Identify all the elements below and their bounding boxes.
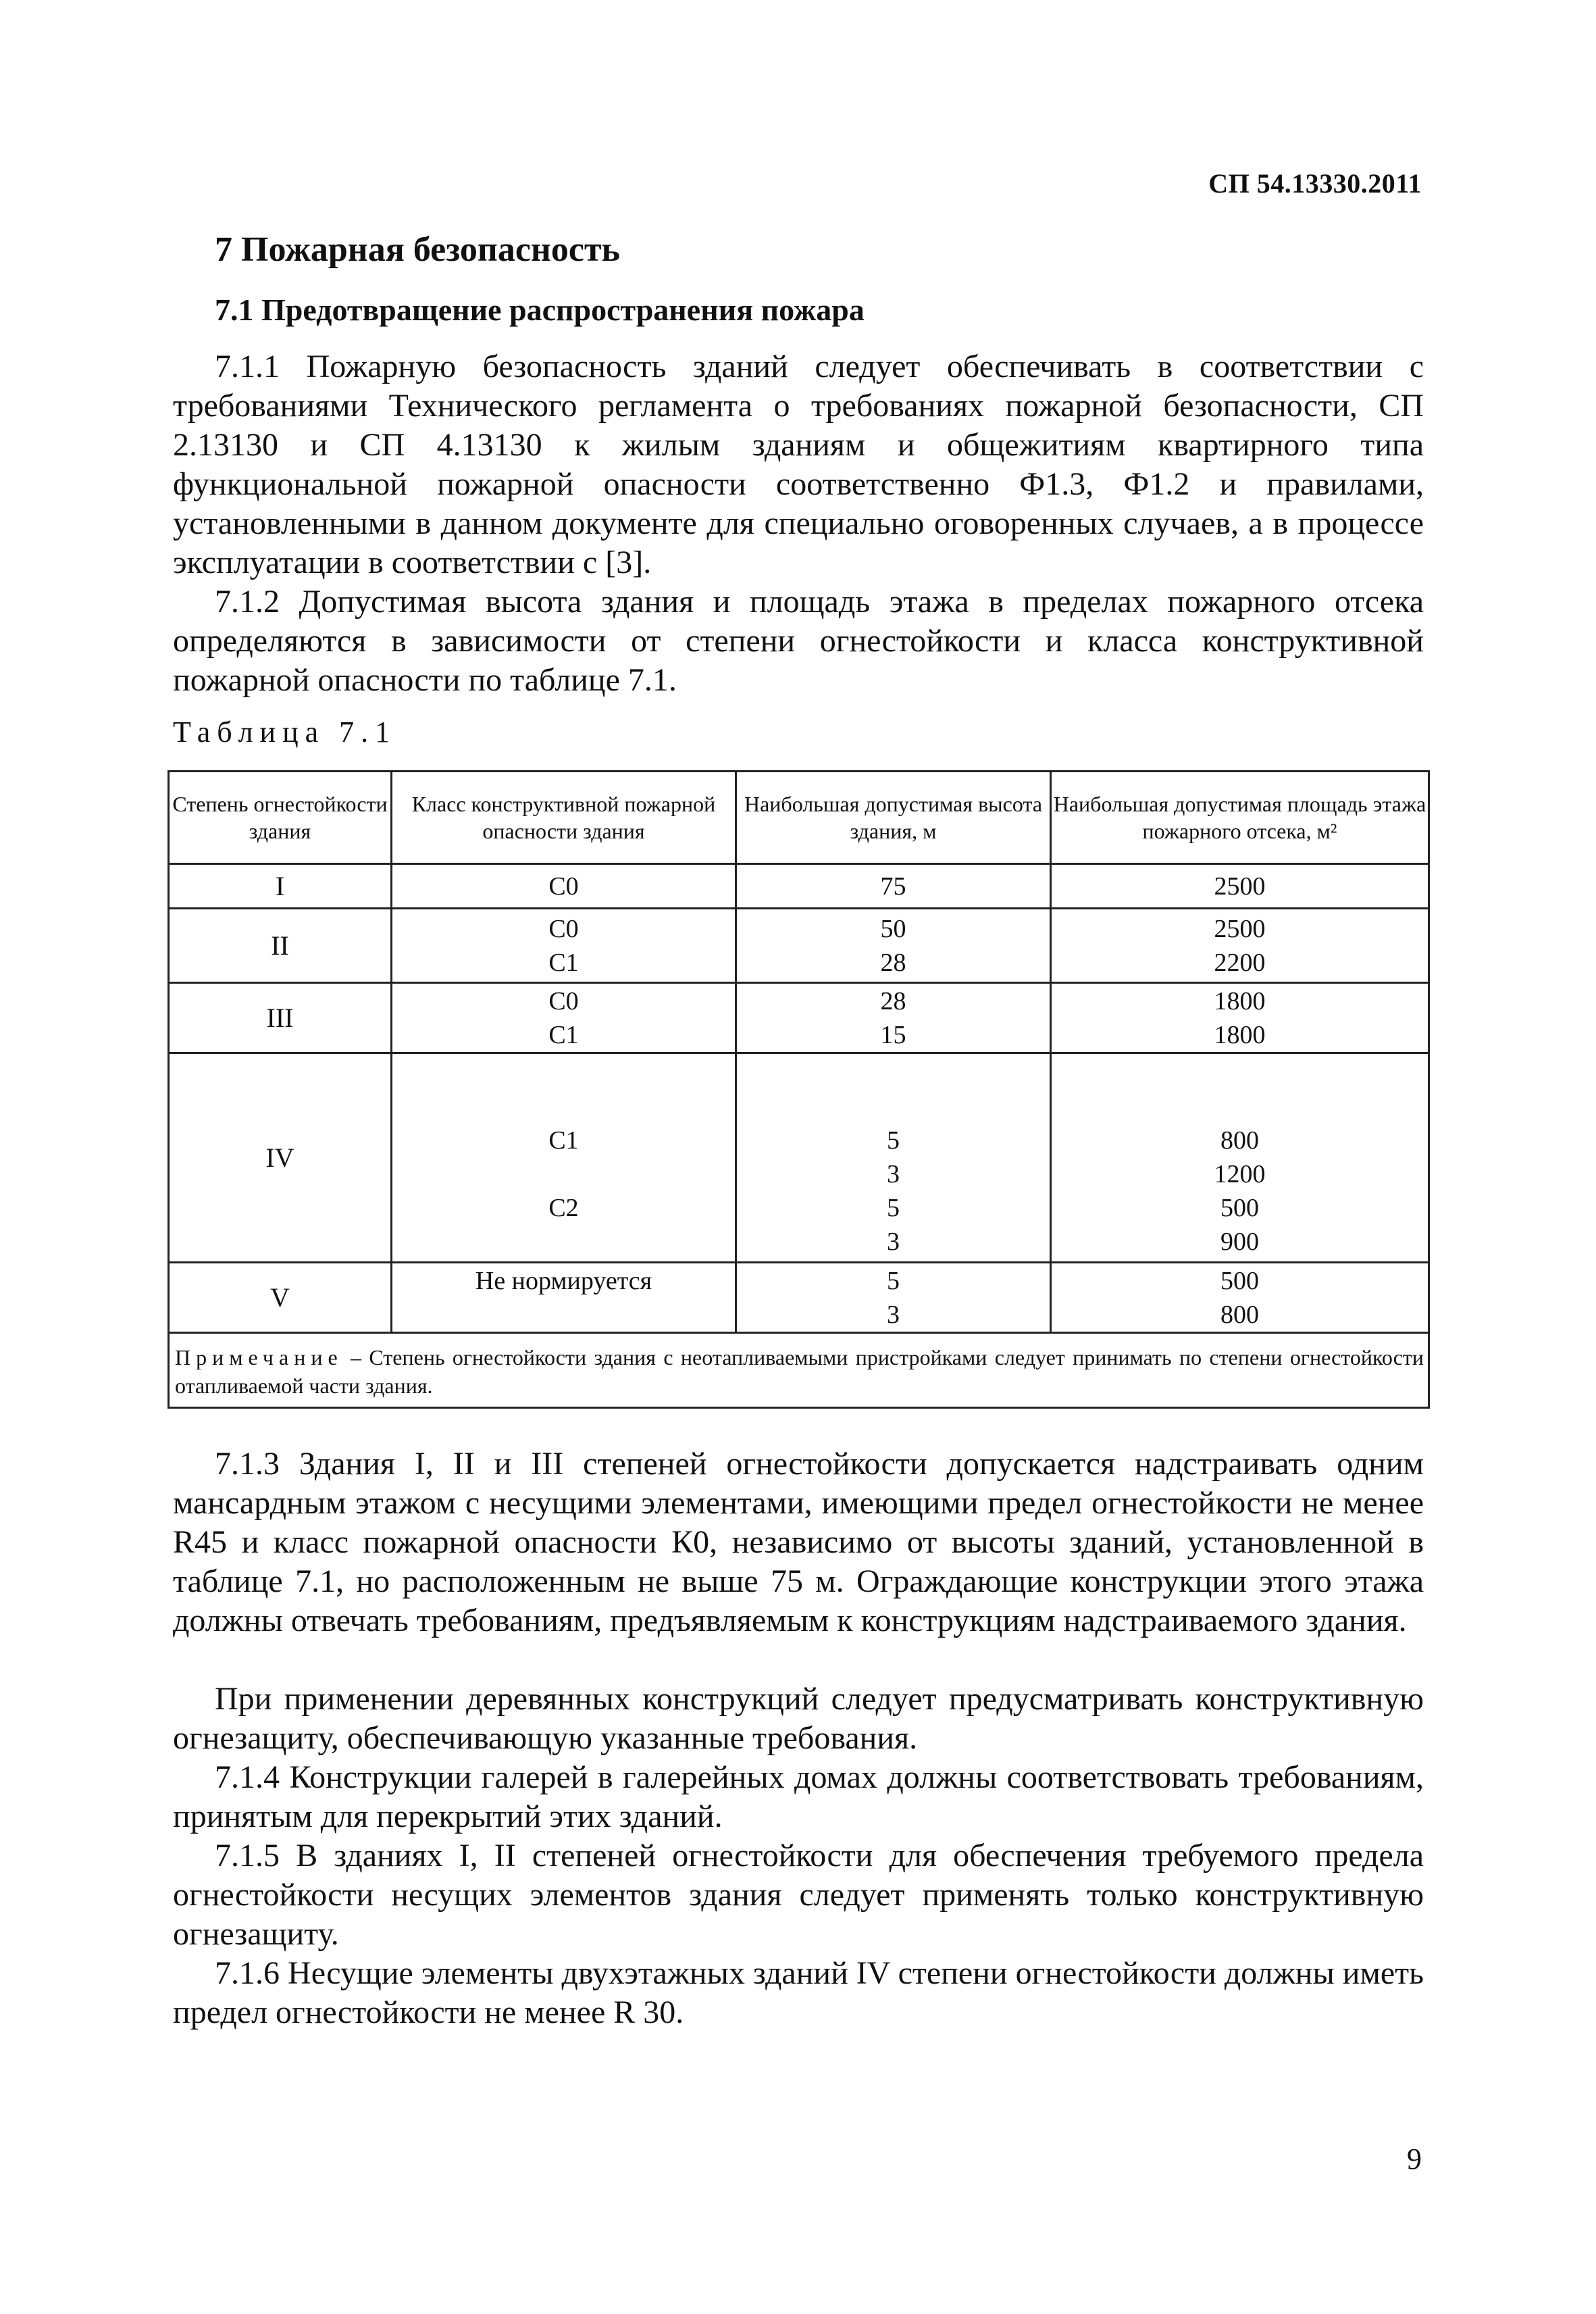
cell-degree: V: [169, 1263, 392, 1333]
table-row: [169, 1263, 1429, 1333]
cell-area: 2500 2200: [1051, 909, 1429, 983]
paragraph-7-1-4: 7.1.4 Конструкции галерей в галерейных домах должны соответствовать требованиям, принятым для перекрытий этих зданий.: [173, 1759, 1424, 1834]
paragraph-7-1-6: 7.1.6 Несущие элементы двухэтажных зданий IV степени огнестойкости должны иметь предел огнестойкости не менее R 30.: [173, 1955, 1424, 2030]
subsection-title: 7.1 Предотвращение распространения пожара: [215, 293, 865, 327]
cell-area: 500 800: [1051, 1263, 1429, 1333]
table-row: [169, 1053, 1429, 1263]
cell-height: 5 3 5 3: [736, 1053, 1051, 1263]
table-note: [169, 1333, 1429, 1408]
table-caption: Таблица 7.1: [173, 715, 397, 749]
cell-degree: III: [169, 983, 392, 1053]
document-code: СП 54.13330.2011: [1208, 168, 1422, 199]
cell-area: 1800 1800: [1051, 983, 1429, 1053]
page-number: 9: [1407, 2142, 1422, 2175]
cell-height: 50 28: [736, 909, 1051, 983]
header-degree: Степень огнестойкости здания: [169, 772, 392, 864]
cell-height: 5 3: [736, 1263, 1051, 1333]
table-row: [169, 864, 1429, 909]
cell-class: С0: [392, 864, 736, 909]
cell-height: 28 15: [736, 983, 1051, 1053]
note-label: Примечание: [175, 1345, 343, 1369]
paragraph-7-1-3: 7.1.3 Здания I, II и III степеней огнестойкости допускается надстраивать одним мансардным этажом с несущими элементами, имеющими предел огнестойкости не менее R45 и класс пожарной опасности К0, независимо от высоты зданий, установленной в таблице 7.1, но расположенным не выше 75 м. Ограждающие конструкции этого этажа должны отвечать требованиям, предъявляемым к конструкциям надстраиваемого здания.: [173, 1446, 1424, 1638]
note-text: – Степень огнестойкости здания с неотапливаемыми пристройками следует принимать по степени огнестойкости отапливаемой части здания.: [175, 1345, 1424, 1398]
cell-class: Не нормируется: [392, 1263, 736, 1333]
section-title: 7 Пожарная безопасность: [215, 230, 620, 269]
header-height: Наибольшая допустимая высота здания, м: [736, 772, 1051, 864]
cell-degree: II: [169, 909, 392, 983]
cell-class: С0 С1: [392, 983, 736, 1053]
paragraph-7-1-5: 7.1.5 В зданиях I, II степеней огнестойкости для обеспечения требуемого предела огнестойкости несущих элементов здания следует применять только конструктивную огнезащиту.: [173, 1838, 1424, 1952]
header-area: Наибольшая допустимая площадь этажа пожарного отсека, м²: [1051, 772, 1429, 864]
paragraph-wooden-structures: При применении деревянных конструкций следует предусматривать конструктивную огнезащиту, обеспечивающую указанные требования.: [173, 1681, 1424, 1756]
table-header-row: [169, 772, 1429, 864]
paragraph-7-1-1: 7.1.1 Пожарную безопасность зданий следует обеспечивать в соответствии с требованиями Технического регламента о требованиях пожарной безопасности, СП 2.13130 и СП 4.13130 к жилым зданиям и общежитиям квартирного типа функциональной пожарной опасности соответственно Ф1.3, Ф1.2 и правилами, установленными в данном документе для специально оговоренных случаев, а в процессе эксплуатации в соответствии с [3].: [173, 349, 1424, 580]
header-class: Класс конструктивной пожарной опасности здания: [392, 772, 736, 864]
paragraph-7-1-2: 7.1.2 Допустимая высота здания и площадь этажа в пределах пожарного отсека определяются в зависимости от степени огнестойкости и класса конструктивной пожарной опасности по таблице 7.1.: [173, 584, 1424, 698]
cell-height: 75: [736, 864, 1051, 909]
table-note-row: [169, 1333, 1429, 1408]
cell-area: 2500: [1051, 864, 1429, 909]
cell-degree: I: [169, 864, 392, 909]
cell-degree: IV: [169, 1053, 392, 1263]
fire-safety-table: [168, 770, 1430, 1409]
table-row: [169, 983, 1429, 1053]
table-row: [169, 909, 1429, 983]
cell-area: 800 1200 500 900: [1051, 1053, 1429, 1263]
cell-class: С0 С1: [392, 909, 736, 983]
cell-class: С1 С2: [392, 1053, 736, 1263]
